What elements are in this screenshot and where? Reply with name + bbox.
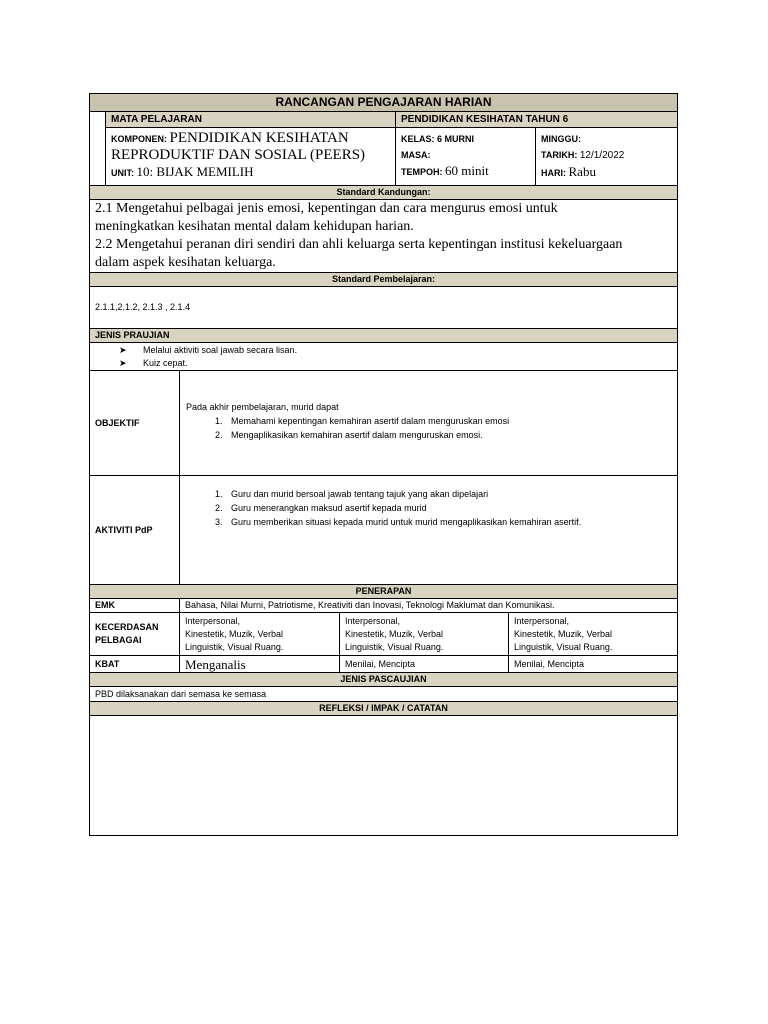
kbat-label: KBAT [90, 656, 180, 673]
refleksi-header: REFLEKSI / IMPAK / CATATAN [90, 702, 678, 716]
lesson-plan-document [89, 93, 677, 836]
kbat-cell-2: Menilai, Mencipta [340, 656, 509, 673]
tarikh-label: TARIKH: [541, 150, 578, 160]
unit-value: 10: BIJAK MEMILIH [136, 164, 254, 179]
standard-pembelajaran-value: 2.1.1,2.1.2, 2.1.3 , 2.1.4 [90, 287, 678, 329]
komponen-label: KOMPONEN: [111, 134, 167, 144]
komponen-cell [106, 128, 396, 186]
tempoh-value: 60 minit [445, 163, 489, 178]
emk-value: Bahasa, Nilai Murni, Patriotisme, Kreativiti dan Inovasi, Teknologi Maklumat dan Komunikasi. [180, 599, 678, 613]
kbat-cell-3: Menilai, Mencipta [509, 656, 678, 673]
kecerdasan-cell-1: Interpersonal, Kinestetik, Muzik, Verbal Linguistik, Visual Ruang. [180, 613, 340, 656]
komponen-value-1: PENDIDIKAN KESIHATAN [169, 130, 349, 146]
body-table [89, 185, 678, 836]
sk-line-3: 2.2 Mengetahui peranan diri sendiri dan ahli keluarga serta kepentingan institusi kekeluargaan [95, 237, 623, 252]
kecerdasan-cell-3: Interpersonal, Kinestetik, Muzik, Verbal Linguistik, Visual Ruang. [509, 613, 678, 656]
minggu-cell [536, 128, 678, 186]
subject-value: PENDIDIKAN KESIHATAN TAHUN 6 [396, 112, 678, 128]
minggu-text: MINGGU: [541, 134, 581, 144]
kecerdasan-label: KECERDASAN PELBAGAI [90, 613, 180, 656]
kelas-text: KELAS: 6 MURNI [401, 134, 475, 144]
objektif-body [180, 371, 678, 476]
list-item: ➤ Kuiz cepat. [119, 358, 188, 368]
standard-kandungan-header: Standard Kandungan: [90, 186, 678, 200]
refleksi-body [90, 716, 678, 836]
praujian-list [95, 344, 672, 370]
kecerdasan-cell-2: Interpersonal, Kinestetik, Muzik, Verbal Linguistik, Visual Ruang. [340, 613, 509, 656]
jenis-pascaujian-header: JENIS PASCAUJIAN [90, 673, 678, 687]
jenis-praujian-header: JENIS PRAUJIAN [90, 329, 678, 343]
arrowhead-bullet-icon: ➤ [119, 358, 127, 368]
kbat-cell-1: Menganalis [180, 656, 340, 673]
sk-line-4: dalam aspek kesihatan keluarga. [95, 255, 276, 270]
subject-label: MATA PELAJARAN [106, 112, 396, 128]
kelas-cell [396, 128, 536, 186]
indent-gap [90, 112, 106, 186]
penerapan-header: PENERAPAN [90, 585, 678, 599]
objektif-list [185, 414, 672, 442]
unit-label: UNIT: [111, 168, 134, 178]
header-table [89, 93, 678, 186]
aktiviti-body [180, 476, 678, 585]
jenis-praujian-body [90, 343, 678, 371]
list-item: 3. Guru memberikan situasi kepada murid untuk murid mengaplikasikan kemahiran asertif. [225, 515, 672, 529]
page-title: RANCANGAN PENGAJARAN HARIAN [90, 94, 678, 112]
hari-value: Rabu [568, 164, 596, 179]
list-item: 1. Memahami kepentingan kemahiran asertif dalam menguruskan emosi [225, 414, 672, 428]
jenis-pascaujian-value: PBD dilaksanakan dari semasa ke semasa [90, 687, 678, 702]
objektif-intro: Pada akhir pembelajaran, murid dapat [186, 402, 339, 412]
list-item: ➤ Melalui aktiviti soal jawab secara lisan. [119, 345, 298, 355]
tarikh-value: 12/1/2022 [579, 150, 625, 161]
list-item: 2. Mengaplikasikan kemahiran asertif dalam menguruskan emosi. [225, 428, 672, 442]
aktiviti-label: AKTIVITI PdP [90, 476, 180, 585]
sk-line-1: 2.1 Mengetahui pelbagai jenis emosi, kepentingan dan cara mengurus emosi untuk [95, 201, 558, 216]
hari-label: HARI: [541, 168, 566, 178]
tempoh-label: TEMPOH: [401, 167, 443, 177]
aktiviti-list [185, 487, 672, 529]
komponen-value-2: REPRODUKTIF DAN SOSIAL (PEERS) [111, 147, 366, 163]
list-item: 2. Guru menerangkan maksud asertif kepada murid [225, 501, 672, 515]
list-item: 1. Guru dan murid bersoal jawab tentang tajuk yang akan dipelajari [225, 487, 672, 501]
emk-label: EMK [90, 599, 180, 613]
standard-kandungan-body [90, 200, 678, 273]
standard-pembelajaran-header: Standard Pembelajaran: [90, 273, 678, 287]
arrowhead-bullet-icon: ➤ [119, 345, 127, 355]
objektif-label: OBJEKTIF [90, 371, 180, 476]
sk-line-2: meningkatkan kesihatan mental dalam kehidupan harian. [95, 219, 414, 234]
masa-text: MASA: [401, 150, 431, 160]
